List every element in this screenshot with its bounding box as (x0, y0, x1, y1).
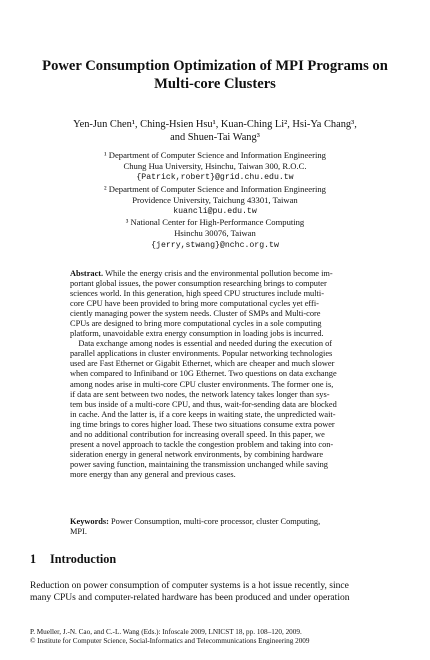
affiliation-2-dept: ² Department of Computer Science and Information Engineering (104, 183, 326, 194)
footer-copyright: © Institute for Computer Science, Social-Informatics and Telecommunications Engineering 2009 (30, 637, 310, 646)
intro-line-2: many CPUs and computer-related hardware has been produced and under operation (30, 591, 350, 603)
title-line-2: Multi-core Clusters (154, 76, 276, 92)
abstract-line: used are Fast Ethernet or Gigabit Ethernet, which are cheaper and much slower (70, 359, 335, 369)
footer-citation: P. Mueller, J.-N. Cao, and C.-L. Wang (Eds.): Infoscale 2009, LNICST 18, pp. 108–120, 2009. (30, 628, 302, 636)
abstract-line: portant global issues, the power consumption researching brings to computer (70, 279, 327, 289)
affiliation-1-email: {Patrick,robert}@grid.chu.edu.tw (136, 173, 294, 183)
intro-paragraph (30, 580, 400, 604)
affiliation-2-address: Providence University, Taichung 43301, Taiwan (132, 194, 298, 205)
section-heading (30, 552, 400, 566)
abstract-line: Abstract. While the energy crisis and the environmental pollution become im- (70, 269, 333, 278)
abstract-line: platform, unavoidable extra energy consumption in loading jobs is incurred. (70, 329, 324, 339)
paper-title (30, 57, 400, 93)
abstract-line: tem bus inside of a multi-core CPU, and thus, wait-for-sending data are blocked (70, 399, 337, 409)
abstract-line: more energy than any general and previous cases. (70, 469, 236, 479)
abstract-line: in cache. And the latter is, if a core keeps in waiting state, the unpredicted wait- (70, 409, 336, 419)
keywords-label: Keywords: (70, 517, 109, 526)
title-line-1: Power Consumption Optimization of MPI Programs on (42, 58, 388, 74)
affiliation-3-email: {jerry,stwang}@nchc.org.tw (151, 240, 279, 250)
authors-line-2: and Shuen-Tai Wang³ (170, 132, 260, 143)
abstract-line: if data are sent between two nodes, the network latency takes longer than sys- (70, 389, 330, 399)
abstract-line: Data exchange among nodes is essential and needed during the execution of (70, 339, 333, 349)
affiliation-2-email: kuancli@pu.edu.tw (173, 207, 257, 217)
abstract (70, 269, 359, 480)
abstract-line: present a novel approach to tackle the congestion problem and taking into con- (70, 439, 334, 449)
affiliation-3-dept: ³ National Center for High-Performance Computing (125, 217, 305, 228)
abstract-line: among nodes arise in multi-core CPU cluster environments. The former one is, (70, 379, 334, 389)
abstract-line: parallel applications in cluster environments. Popular networking technologies (70, 349, 333, 359)
abstract-line: ciently managing power the system needs. Cluster of SMPs and Multi-core (70, 309, 321, 319)
abstract-line: sciences world. In this generation, high speed CPU structures include multi- (70, 289, 324, 299)
section-number: 1 (30, 552, 37, 566)
affiliations (50, 150, 380, 251)
keywords-line-2: MPI. (70, 527, 87, 537)
abstract-line: when compared to Infiniband or 10G Ethernet. Two questions on data exchange (70, 369, 337, 379)
affiliation-3-address: Hsinchu 30076, Taiwan (174, 228, 256, 239)
abstract-line: power saving function, maintaining the transmission unchanged while saving (70, 459, 328, 469)
section-title: Introduction (50, 552, 117, 566)
affiliation-1-address: Chung Hua University, Hsinchu, Taiwan 300, R.O.C. (123, 161, 307, 172)
affiliation-2 (50, 184, 380, 218)
keywords (70, 517, 359, 537)
authors-line-1: Yen-Jun Chen¹, Ching-Hsien Hsu¹, Kuan-Ching Li², Hsi-Ya Chang³, (73, 119, 357, 130)
affiliation-1 (50, 150, 380, 184)
abstract-line: sideration energy in general network environments, by combining hardware (70, 449, 324, 459)
abstract-line: and no additional contribution for increasing overall speed. In this paper, we (70, 429, 325, 439)
author-list (40, 118, 390, 144)
abstract-line: ing time brings to cores higher load. These two situations consume extra power (70, 419, 335, 429)
abstract-line: core CPU have been provided to bring more computational cycles yet effi- (70, 299, 319, 309)
citation-footer (30, 628, 400, 646)
abstract-line: CPUs are designed to bring more computational cycles in a sole computing (70, 319, 322, 329)
intro-line-1: Reduction on power consumption of computer systems is a hot issue recently, since (30, 580, 349, 591)
abstract-label: Abstract. (70, 269, 104, 278)
affiliation-1-dept: ¹ Department of Computer Science and Information Engineering (104, 150, 326, 160)
affiliation-3 (50, 217, 380, 251)
keywords-line-1: Keywords: Power Consumption, multi-core processor, cluster Computing, (70, 517, 321, 526)
